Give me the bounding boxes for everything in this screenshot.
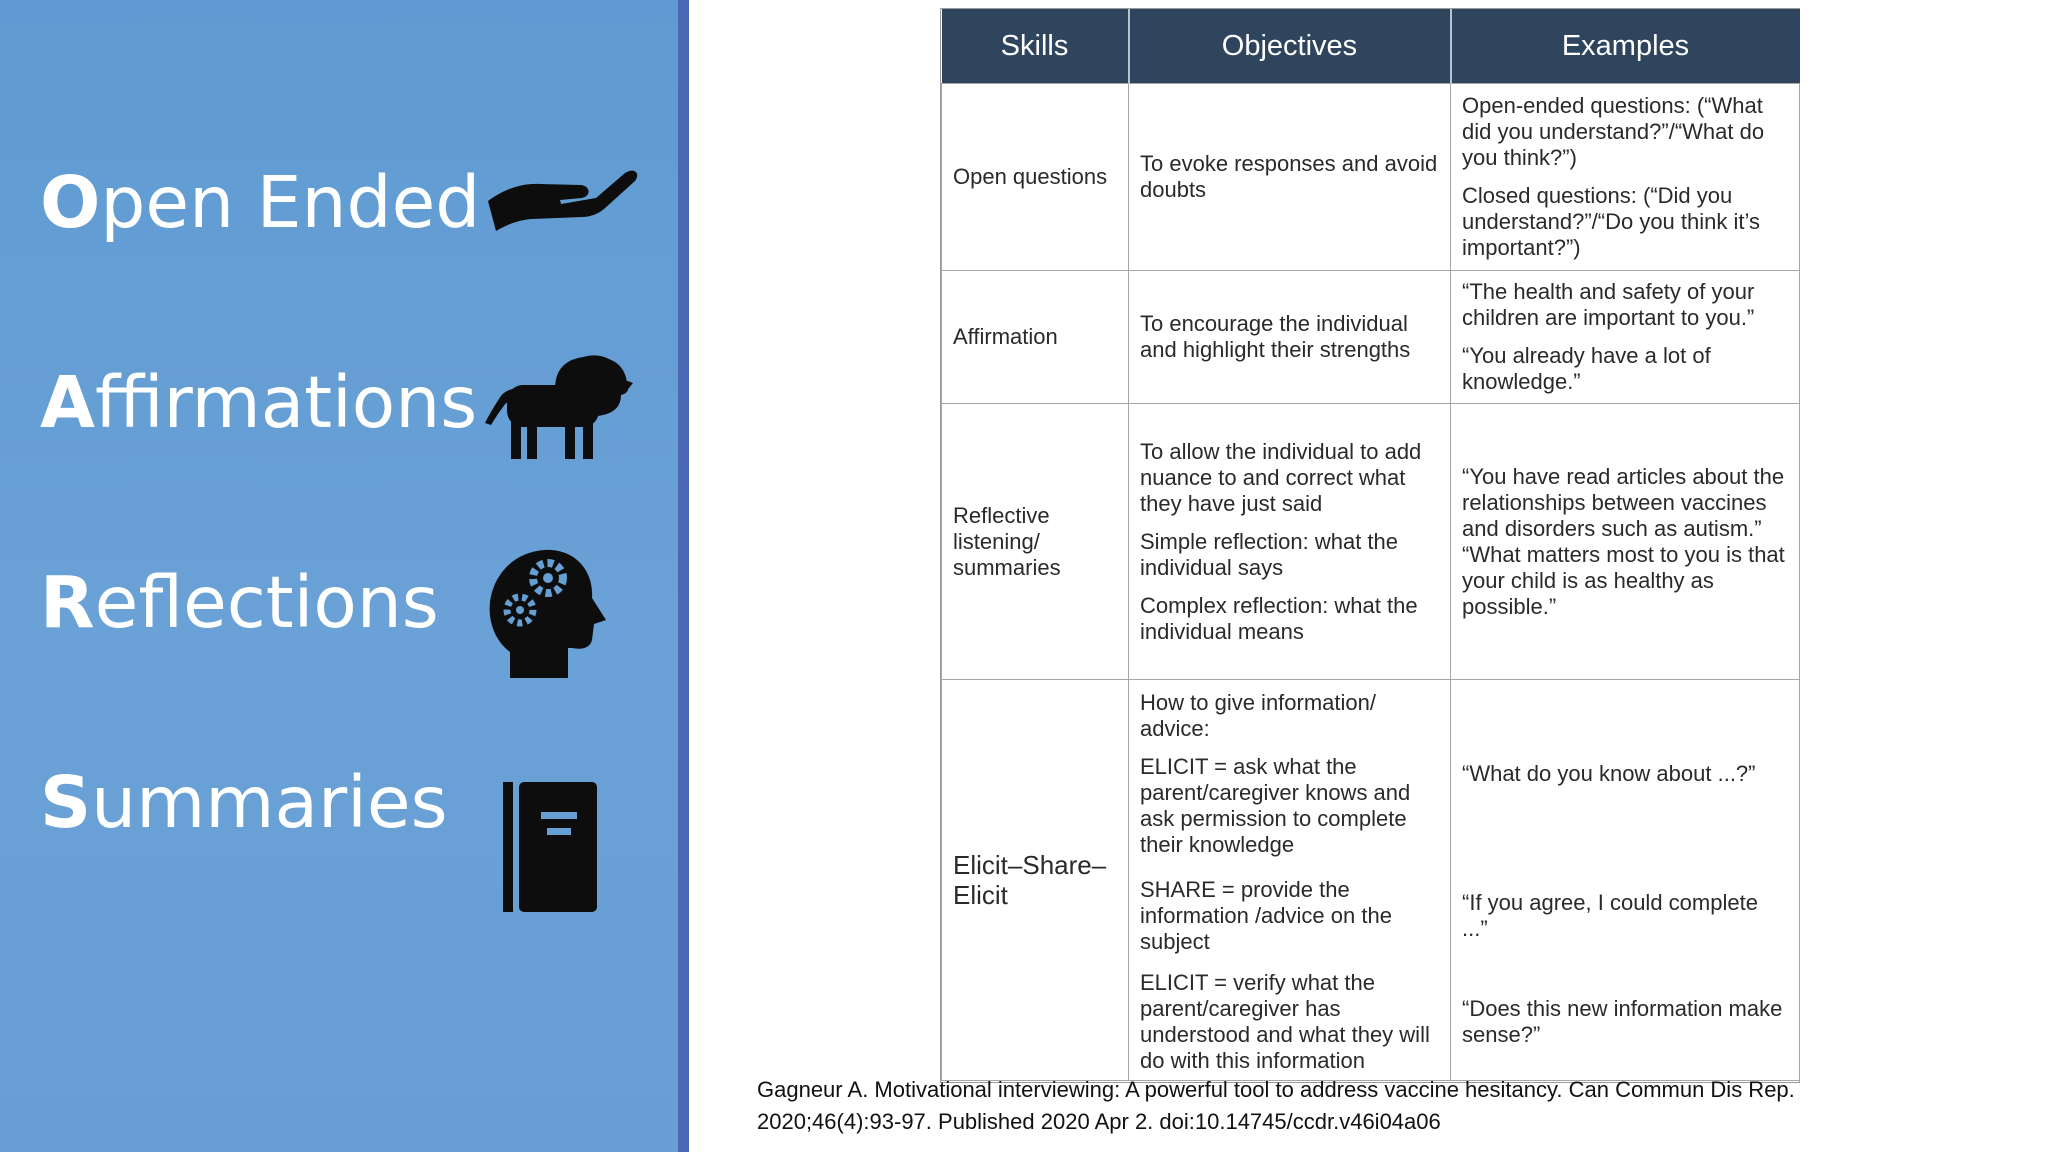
example-text: “You already have a lot of knowledge.” [1462,343,1711,394]
skill-cell: Affirmation [942,271,1129,404]
example-cell: “Does this new information make sense?” [1451,965,1800,1081]
table-header-row [942,9,1800,84]
header-objectives: Objectives [1129,9,1451,84]
left-panel [0,0,678,1152]
mi-item-summaries [40,748,640,858]
mi-label-summaries: Summaries [40,761,448,844]
objective-text: Simple reflection: what the individual says [1140,528,1399,580]
example-cell: “If you agree, I could complete ...” [1451,868,1800,965]
citation-line: Gagneur A. Motivational interviewing: A powerful tool to address vaccine hesitancy. Can Commun Dis Rep. [757,1077,1795,1102]
examples-cell [1451,271,1800,404]
objective-cell: SHARE = provide the information /advice on the subject [1129,868,1451,965]
example-text: Closed questions: (“Did you understand?”/“Do you think it’s important?”) [1462,183,1760,260]
objective-text: How to give information/ advice: [1140,689,1376,741]
example-text: Open-ended questions: (“What did you understand?”/“What do you think?”) [1462,93,1765,170]
objective-text: ELICIT = ask what the parent/caregiver knows and ask permission to complete their knowledge [1140,753,1411,857]
objective-cell [1129,404,1451,680]
hand-icon [488,163,638,238]
head-gears-icon [488,548,608,680]
objective-cell: To encourage the individual and highlight their strengths [1129,271,1451,404]
panel-divider [678,0,689,1152]
table-row [942,84,1800,271]
book-icon [503,782,597,912]
mi-label-reflections: Reflections [40,561,439,644]
mi-label-open-ended: Open Ended [40,161,481,244]
objective-text: To allow the individual to add nuance to and correct what they have just said [1140,438,1422,516]
skills-table [940,8,1800,1083]
skill-cell: Elicit–Share–Elicit [942,680,1129,1081]
mi-label-affirmations: Affirmations [40,361,478,444]
examples-cell [1451,84,1800,271]
objective-cell [1129,680,1451,868]
mi-item-open-ended [40,148,640,258]
mi-item-affirmations [40,348,640,458]
citation-line: 2020;46(4):93-97. Published 2020 Apr 2. doi:10.14745/ccdr.v46i04a06 [757,1109,1441,1134]
objective-text: Complex reflection: what the individual means [1140,592,1418,644]
table-row [942,404,1800,680]
mi-item-reflections [40,548,640,658]
header-examples: Examples [1451,9,1800,84]
lion-icon [485,353,635,463]
objective-cell: To evoke responses and avoid doubts [1129,84,1451,271]
citation [757,1074,1907,1138]
example-text: “The health and safety of your children are important to you.” [1462,279,1755,330]
skill-cell: Open questions [942,84,1129,271]
table-row [942,680,1800,868]
header-skills: Skills [942,9,1129,84]
example-cell: “You have read articles about the relationships between vaccines and disorders such as autism.” “What matters most to you is that your child is as healthy as possible.” [1451,404,1800,680]
example-cell: “What do you know about ...?” [1451,680,1800,868]
objective-cell: ELICIT = verify what the parent/caregiver has understood and what they will do with this information [1129,965,1451,1081]
table-row [942,271,1800,404]
skill-cell: Reflective listening/ summaries [942,404,1129,680]
